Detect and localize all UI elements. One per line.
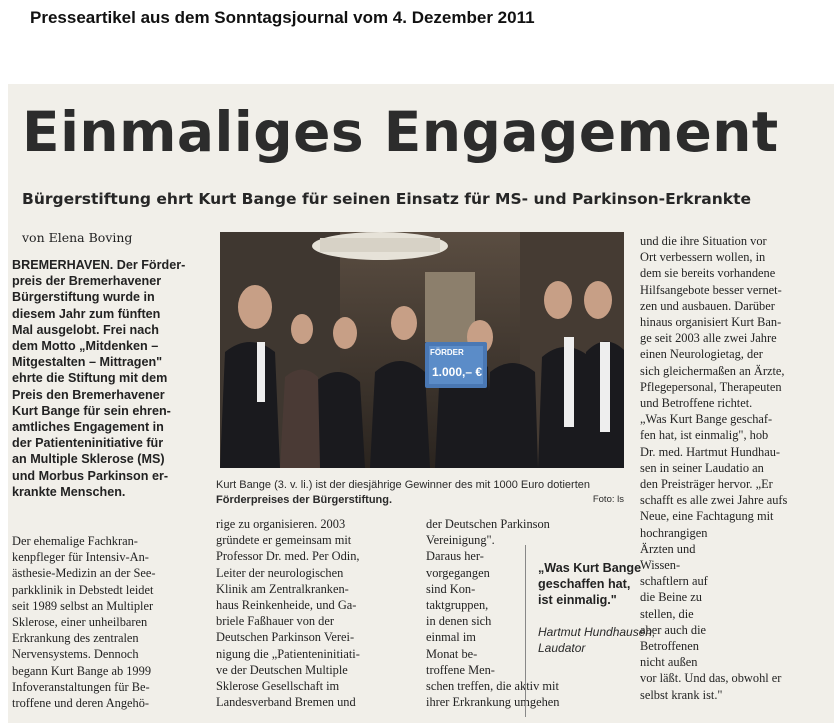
check-amount: 1.000,– €	[432, 365, 483, 379]
text-line: ihrer Erkrankung umgehen	[426, 695, 560, 710]
lead-line: Kurt Bange für sein ehren-	[12, 403, 171, 418]
lead-line: preis der Bremerhavener	[12, 274, 162, 289]
text-line: Betroffenen	[640, 639, 699, 654]
text-line: Monat be-	[426, 646, 478, 661]
lead-line: Mal ausgelobt. Frei nach	[12, 322, 159, 337]
check-label: FÖRDER	[430, 348, 464, 357]
text-line: Wissen-	[640, 558, 681, 573]
photo-caption	[216, 478, 634, 507]
text-line: „Was Kurt Bange geschaf-	[640, 412, 773, 427]
text-line: Ort verbessern wollen, in	[640, 250, 766, 265]
lead-line: ehrte die Stiftung mit dem	[12, 371, 168, 386]
text-line: hochrangigen	[640, 525, 708, 540]
caption-text: Kurt Bange (3. v. li.) ist der diesjährige Gewinner des mit 1000 Euro dotierten	[216, 479, 590, 491]
photo-illustration	[220, 232, 624, 468]
text-line: Neue, eine Fachtagung mit	[640, 509, 774, 524]
author-line: Laudator	[538, 640, 586, 655]
text-line: Nervensystems. Dennoch	[12, 647, 139, 662]
newspaper-clipping	[8, 84, 834, 723]
text-line: Klinik am Zentralkranken-	[216, 581, 349, 596]
quote-line: „Was Kurt Bange	[538, 561, 642, 575]
text-line: nicht außen	[640, 655, 698, 670]
text-line: gründete er gemeinsam mit	[216, 533, 352, 548]
text-line: taktgruppen,	[426, 598, 489, 613]
caption-bold: Förderpreises der Bürgerstiftung.	[216, 493, 393, 506]
text-line: den Preisträger hervor. „Er	[640, 477, 773, 492]
text-line: Infoveranstaltungen für Be-	[12, 679, 150, 694]
lead-line: diesem Jahr zum fünften	[12, 306, 161, 321]
text-line: Daraus her-	[426, 549, 484, 564]
quote-line: ist einmalig."	[538, 593, 617, 607]
text-line: stellen, die	[640, 606, 694, 621]
lead-line: der Patienteninitiative für	[12, 436, 164, 451]
text-line: Leiter der neurologischen	[216, 565, 344, 580]
text-line: schafft es alle zwei Jahre aufs	[640, 493, 788, 508]
text-line: sind Kon-	[426, 581, 476, 596]
text-line: Dr. med. Hartmut Hundhau-	[640, 444, 781, 459]
page-header: Presseartikel aus dem Sonntagsjournal vom 4. Dezember 2011	[30, 8, 535, 27]
text-line: vorgegangen	[426, 565, 490, 580]
text-line: zen und ausbauen. Darüber	[640, 298, 775, 313]
text-line: Erkrankung des zentralen	[12, 631, 139, 646]
text-line: Deutschen Parkinson Verei-	[216, 630, 355, 645]
text-line: troffene und deren Angehö-	[12, 696, 150, 711]
text-line: der Deutschen Parkinson	[426, 517, 550, 531]
text-line: Ärzten und	[640, 541, 696, 556]
text-line: haus Reinkenheide, und Ga-	[216, 598, 357, 613]
lead-line: amtliches Engagement in	[12, 420, 164, 435]
body-column-2	[216, 516, 418, 710]
text-line: rige zu organisieren. 2003	[216, 517, 346, 531]
text-line: Hilfsangebote besser vernet-	[640, 282, 782, 297]
lead-line: krankte Menschen.	[12, 484, 126, 499]
text-line: einen Neurologietag, der	[640, 347, 763, 362]
text-line: begann Kurt Bange ab 1999	[12, 663, 152, 678]
text-line: ve der Deutschen Multiple	[216, 662, 348, 677]
body-column-1	[12, 533, 210, 711]
text-line: troffene Men-	[426, 662, 495, 677]
text-line: dem sie bereits vorhandene	[640, 266, 776, 281]
lead-line: und Morbus Parkinson er-	[12, 468, 169, 483]
text-line: Professor Dr. med. Per Odin,	[216, 549, 360, 564]
lead-line: Bürgerstiftung wurde in	[12, 290, 155, 305]
text-line: nigung die „Patienteninitiati-	[216, 646, 360, 661]
lead-line: dem Motto „Mitdenken –	[12, 339, 159, 354]
lead-line: an Multiple Sklerose (MS)	[12, 452, 165, 467]
text-line: seit 1989 selbst an Multipler	[12, 598, 154, 613]
text-line: kenpfleger für Intensiv-An-	[12, 550, 149, 565]
quote-author	[538, 625, 655, 656]
text-line: die Beine zu	[640, 590, 702, 605]
text-line: und die ihre Situation vor	[640, 234, 767, 248]
author-line: Hartmut Hundhausen,	[538, 625, 656, 639]
lead-line: BREMERHAVEN. Der Förder-	[12, 258, 186, 272]
text-line: aber auch die	[640, 622, 707, 637]
subheadline: Bürgerstiftung ehrt Kurt Bange für seinen Einsatz für MS- und Parkinson-Erkrankte	[22, 190, 751, 208]
text-line: vor läßt. Und das, obwohl er	[640, 671, 782, 686]
text-line: ge seit 2003 alle zwei Jahre	[640, 331, 777, 346]
text-line: sich gleichermaßen an Ärzte,	[640, 363, 785, 378]
text-line: Der ehemalige Fachkran-	[12, 534, 138, 548]
quote-line: geschaffen hat,	[538, 577, 631, 591]
text-line: einmal im	[426, 630, 476, 645]
headline: Einmaliges Engagement	[22, 100, 779, 164]
text-line: fen hat, ist einmalig", hob	[640, 428, 769, 443]
text-line: und Betroffene richtet.	[640, 396, 753, 411]
lead-line: Mitgestalten – Mittragen"	[12, 355, 163, 370]
text-line: schen treffen, die aktiv mit	[426, 679, 559, 694]
text-line: in denen sich	[426, 614, 492, 629]
text-line: parkklinik in Debstedt leidet	[12, 582, 154, 597]
byline: von Elena Boving	[22, 230, 133, 245]
lead-line: Preis den Bremerhavener	[12, 387, 165, 402]
pull-quote	[538, 560, 641, 608]
text-line: briele Faßhauer von der	[216, 614, 335, 629]
text-line: hinaus organisiert Kurt Ban-	[640, 315, 782, 330]
award-photo	[220, 232, 624, 468]
text-line: Sklerose, einer unheilbaren	[12, 615, 148, 630]
text-line: sen in seiner Laudatio an	[640, 460, 764, 475]
text-line: Pflegepersonal, Therapeuten	[640, 379, 782, 394]
text-line: Vereinigung".	[426, 533, 495, 548]
photo-credit: Foto: ls	[592, 494, 624, 505]
text-line: ästhesie-Medizin an der See-	[12, 566, 156, 581]
text-line: Landesverband Bremen und	[216, 695, 356, 710]
text-line: schaftlern auf	[640, 574, 708, 589]
text-line: Sklerose Gesellschaft im	[216, 679, 340, 694]
text-line: selbst krank ist."	[640, 687, 723, 702]
lead-paragraph	[12, 257, 210, 500]
